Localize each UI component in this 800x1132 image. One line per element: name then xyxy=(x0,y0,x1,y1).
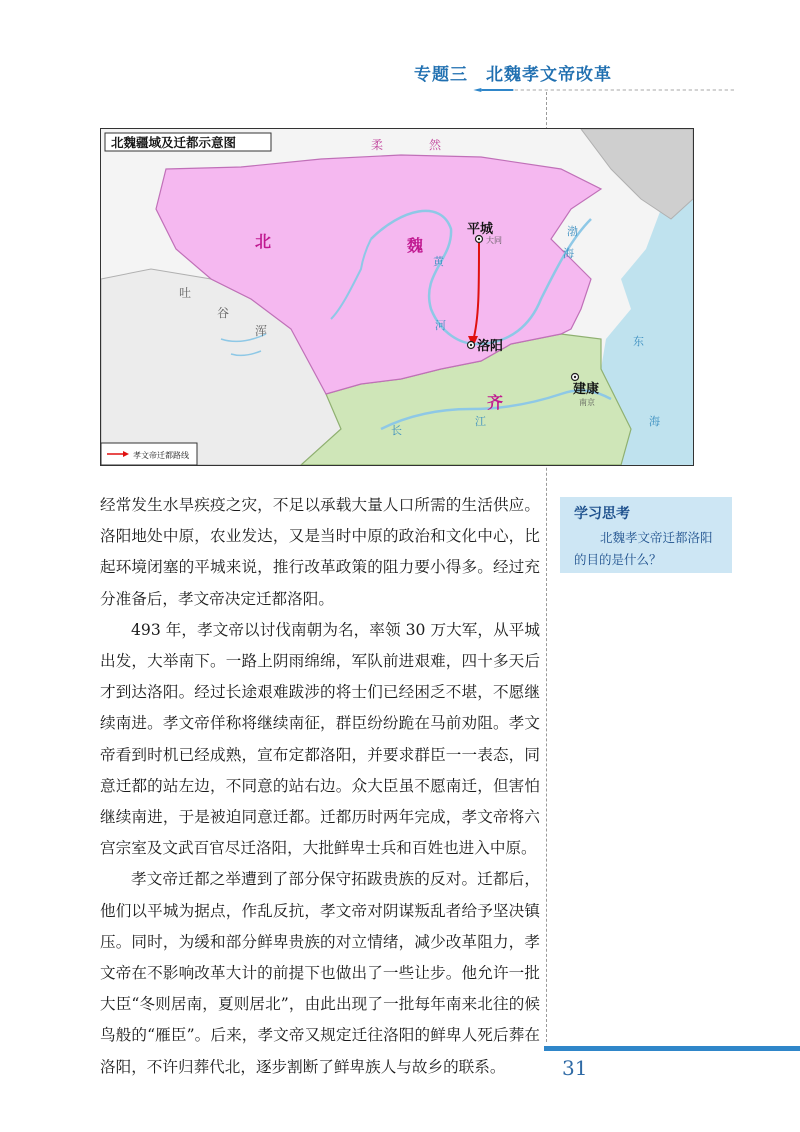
label-qi: 齐 xyxy=(487,393,504,412)
paragraph-3: 孝文帝迁都之举遭到了部分保守拓跋贵族的反对。迁都后，他们以平城为据点，作乱反抗，孝文帝对阴谋叛乱者给予坚决镇压。同时，为缓和部分鲜卑贵族的对立情绪，减少改革阻力，孝文帝在不影响改革大计的前提下也做出了一些让步。他允许一批大臣“冬则居南，夏则居北”，由此出现了一批每年南来北往的候鸟般的“雁臣”。后来，孝文帝又规定迁往洛阳的鲜卑人死后葬在洛阳，不许归葬代北，逐步割断了鲜卑族人与故乡的联系。 xyxy=(100,870,540,1076)
footer-bar xyxy=(544,1046,800,1051)
label-hai-1: 海 xyxy=(563,247,574,260)
paragraph-1: 经常发生水旱疾疫之灾，不足以承载大量人口所需的生活供应。洛阳地处中原，农业发达，又是当时中原的政治和文化中心，比起环境闭塞的平城来说，推行改革政策的阻力要小得多。经过充分准备后，孝文帝决定迁都洛阳。 xyxy=(100,496,540,608)
map-title: 北魏疆域及迁都示意图 xyxy=(111,135,237,150)
label-dong: 东 xyxy=(633,335,644,348)
label-rouran-2: 然 xyxy=(429,138,442,152)
body-text xyxy=(100,490,540,1083)
chapter-title: 专题三 北魏孝文帝改革 xyxy=(414,65,612,85)
study-box-question: 北魏孝文帝迁都洛阳的目的是什么？ xyxy=(574,530,713,567)
label-luoyang: 洛阳 xyxy=(477,339,504,354)
map-figure xyxy=(100,128,694,466)
legend-label: 孝文帝迁都路线 xyxy=(133,451,189,460)
label-bo: 渤 xyxy=(567,225,578,238)
study-box-title: 学习思考 xyxy=(574,506,630,522)
label-he: 河 xyxy=(435,319,446,332)
label-jiang: 江 xyxy=(475,415,486,428)
label-nanjing: 南京 xyxy=(579,398,595,407)
label-huang: 黄 xyxy=(433,255,444,268)
label-tuyuhun-1: 吐 xyxy=(179,286,192,300)
label-beiwei-2: 魏 xyxy=(407,236,424,255)
label-hai-2: 海 xyxy=(649,415,660,428)
header-rule xyxy=(408,88,800,92)
label-beiwei-1: 北 xyxy=(255,232,272,251)
label-rouran-1: 柔 xyxy=(371,138,384,152)
label-chang: 长 xyxy=(391,424,402,437)
label-datong: 大同 xyxy=(486,236,502,245)
paragraph-2: 493 年，孝文帝以讨伐南朝为名，率领 30 万大军，从平城出发，大举南下。一路上阴雨绵绵，军队前进艰难，四十多天后才到达洛阳。经过长途艰难跋涉的将士们已经困乏不堪，不愿继续南进。孝文帝佯称将继续南征，群臣纷纷跪在马前劝阻。孝文帝看到时机已经成熟，宣布定都洛阳，并要求群臣一一表态，同意迁都的站左边，不同意的站右边。众大臣虽不愿南迁，但害怕继续南进，于是被迫同意迁都。迁都历时两年完成，孝文帝将六宫宗室及文武百官尽迁洛阳，大批鲜卑士兵和百姓也进入中原。 xyxy=(100,620,540,858)
label-tuyuhun-2: 谷 xyxy=(217,306,230,320)
study-box xyxy=(560,497,732,573)
label-jiankang: 建康 xyxy=(573,382,600,397)
label-pingcheng: 平城 xyxy=(467,222,494,237)
page-number: 31 xyxy=(562,1056,588,1080)
label-tuyuhun-3: 浑 xyxy=(255,324,268,338)
